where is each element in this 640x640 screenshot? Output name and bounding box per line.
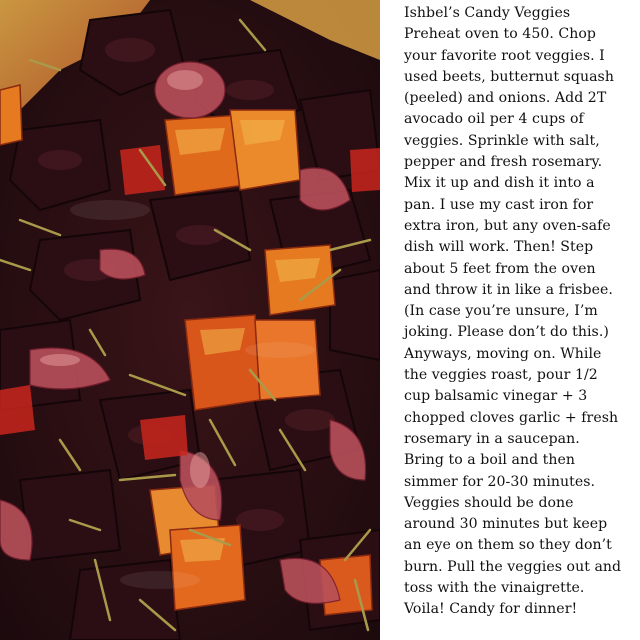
recipe-line: avocado oil per 4 cups of bbox=[404, 111, 584, 128]
recipe-line: about 5 feet from the oven bbox=[404, 260, 596, 277]
recipe-line: and throw it in like a frisbee. bbox=[404, 281, 613, 298]
recipe-line: used beets, butternut squash bbox=[404, 68, 614, 85]
recipe-line: cup balsamic vinegar + 3 bbox=[404, 388, 588, 405]
recipe-line: Voila! Candy for dinner! bbox=[404, 601, 578, 618]
recipe-title: Ishbel’s Candy Veggies bbox=[404, 5, 571, 21]
recipe-line: Anyways, moving on. While bbox=[404, 345, 602, 362]
recipe-line: veggies. Sprinkle with salt, bbox=[404, 132, 600, 149]
recipe-line: burn. Pull the veggies out and bbox=[404, 558, 622, 575]
recipe-line: Mix it up and dish it into a bbox=[404, 175, 595, 192]
recipe-line: Bring to a boil and then bbox=[404, 452, 576, 469]
recipe-line: chopped cloves garlic + fresh bbox=[404, 409, 619, 426]
recipe-line: toss with the vinaigrette. bbox=[404, 580, 585, 597]
recipe-text bbox=[404, 3, 636, 621]
recipe-line: Veggies should be done bbox=[404, 494, 574, 511]
recipe-line: simmer for 20-30 minutes. bbox=[404, 473, 596, 490]
recipe-line: (In case you’re unsure, I’m bbox=[404, 303, 598, 320]
recipe-line: joking. Please don’t do this.) bbox=[404, 324, 609, 341]
recipe-line: extra iron, but any oven-safe bbox=[404, 217, 611, 234]
recipe-line: pepper and fresh rosemary. bbox=[404, 154, 603, 171]
recipe-line: the veggies roast, pour 1/2 bbox=[404, 367, 598, 384]
recipe-line: dish will work. Then! Step bbox=[404, 239, 594, 256]
recipe-line: around 30 minutes but keep bbox=[404, 516, 608, 533]
recipe-line: an eye on them so they don’t bbox=[404, 537, 612, 554]
recipe-line: your favorite root veggies. I bbox=[404, 47, 605, 64]
recipe-line: (peeled) and onions. Add 2T bbox=[404, 90, 607, 107]
recipe-line: Preheat oven to 450. Chop bbox=[404, 26, 596, 43]
recipe-line: pan. I use my cast iron for bbox=[404, 196, 594, 213]
recipe-line: rosemary in a saucepan. bbox=[404, 430, 580, 447]
